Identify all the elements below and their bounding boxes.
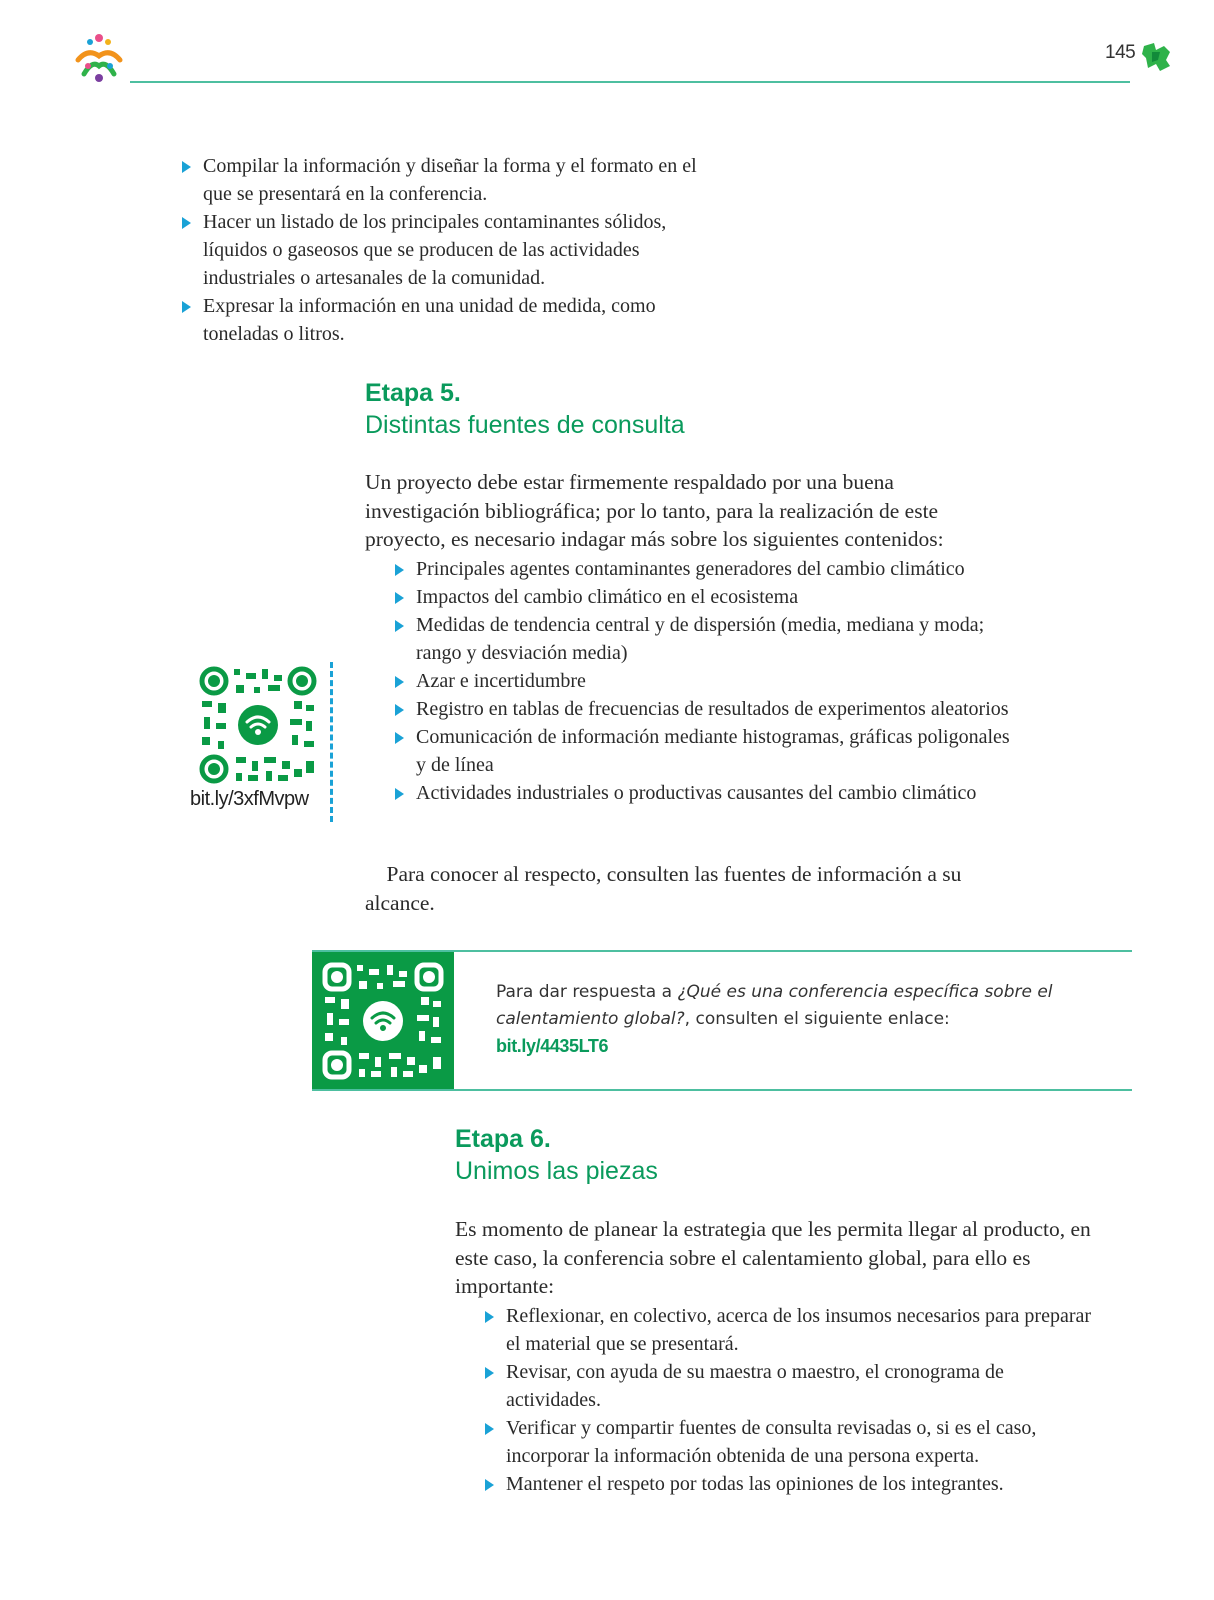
etapa5-intro: Un proyecto debe estar firmemente respaldado por una buena investigación bibliográfica; por lo tanto, para la realización de este proyecto, es necesario indagar más sobre los siguientes contenidos: xyxy=(365,470,944,551)
qr-code-icon[interactable] xyxy=(198,665,318,785)
colorful-dots-figure-logo xyxy=(70,30,128,88)
list-item: Mantener el respeto por todas las opiniones de los integrantes. xyxy=(483,1470,1093,1498)
bullet-arrow-icon xyxy=(395,704,404,716)
qr-code-icon[interactable] xyxy=(321,961,445,1081)
task-list xyxy=(180,152,720,348)
etapa5-outro: Para conocer al respecto, consulten las fuentes de información a su alcance. xyxy=(365,862,962,915)
list-item: Expresar la información en una unidad de medida, como toneladas o litros. xyxy=(180,292,720,348)
list-item: Actividades industriales o productivas causantes del cambio climático xyxy=(393,779,1013,807)
bullet-arrow-icon xyxy=(182,301,191,313)
etapa6-number: Etapa 6. xyxy=(455,1125,551,1153)
etapa5-title: Distintas fuentes de consulta xyxy=(365,411,685,439)
bullet-arrow-icon xyxy=(395,788,404,800)
etapa5-number: Etapa 5. xyxy=(365,379,461,407)
bullet-arrow-icon xyxy=(485,1311,494,1323)
dashed-divider xyxy=(330,662,333,822)
bullet-arrow-icon xyxy=(395,564,404,576)
list-item: Comunicación de información mediante histogramas, gráficas poligonales y de línea xyxy=(393,723,1013,779)
etapa6-heading xyxy=(455,1123,658,1187)
bullet-arrow-icon xyxy=(395,592,404,604)
list-item: Azar e incertidumbre xyxy=(393,667,1013,695)
link-url[interactable]: bit.ly/4435LT6 xyxy=(496,1036,609,1056)
list-item: Compilar la información y diseñar la forma y el formato en el que se presentará en la conferencia. xyxy=(180,152,720,208)
etapa5-heading xyxy=(365,377,685,441)
bullet-arrow-icon xyxy=(485,1423,494,1435)
etapa5-topics-list xyxy=(393,555,1013,807)
bullet-arrow-icon xyxy=(182,161,191,173)
bullet-arrow-icon xyxy=(485,1367,494,1379)
qr-panel xyxy=(312,952,454,1089)
list-item: Verificar y compartir fuentes de consulta revisadas o, si es el caso, incorporar la información obtenida de una persona experta. xyxy=(483,1414,1093,1470)
list-item: Principales agentes contaminantes generadores del cambio climático xyxy=(393,555,1013,583)
link-callout-text: Para dar respuesta a ¿Qué es una conferencia específica sobre el calentamiento global?, consulten el siguiente enlace: bit.ly/4435LT6 xyxy=(496,982,1053,1056)
etapa6-intro: Es momento de planear la estrategia que les permita llegar al producto, en este caso, la conferencia sobre el calentamiento global, para ello es importante: xyxy=(455,1217,1091,1298)
list-item: Reflexionar, en colectivo, acerca de los insumos necesarios para preparar el material que se presentará. xyxy=(483,1302,1093,1358)
header-rule xyxy=(130,81,1130,83)
list-item: Revisar, con ayuda de su maestra o maestro, el cronograma de actividades. xyxy=(483,1358,1093,1414)
bullet-arrow-icon xyxy=(182,217,191,229)
bullet-arrow-icon xyxy=(395,732,404,744)
page-number: 145 xyxy=(1105,42,1136,63)
list-item: Impactos del cambio climático en el ecosistema xyxy=(393,583,1013,611)
link-question: ¿Qué es una conferencia específica sobre el calentamiento global? xyxy=(496,982,1053,1029)
bullet-arrow-icon xyxy=(395,676,404,688)
bullet-arrow-icon xyxy=(485,1479,494,1491)
etapa6-steps-list xyxy=(483,1302,1093,1498)
list-item: Registro en tablas de frecuencias de resultados de experimentos aleatorios xyxy=(393,695,1013,723)
list-item: Medidas de tendencia central y de dispersión (media, mediana y moda; rango y desviación media) xyxy=(393,611,1013,667)
list-item: Hacer un listado de los principales contaminantes sólidos, líquidos o gaseosos que se producen de las actividades industriales o artesanales de la comunidad. xyxy=(180,208,720,292)
bullet-arrow-icon xyxy=(395,620,404,632)
etapa6-title: Unimos las piezas xyxy=(455,1157,658,1185)
green-glyph-icon xyxy=(1140,40,1174,74)
link-callout xyxy=(312,950,1132,1091)
qr-link-label[interactable]: bit.ly/3xfMvpw xyxy=(190,788,309,810)
